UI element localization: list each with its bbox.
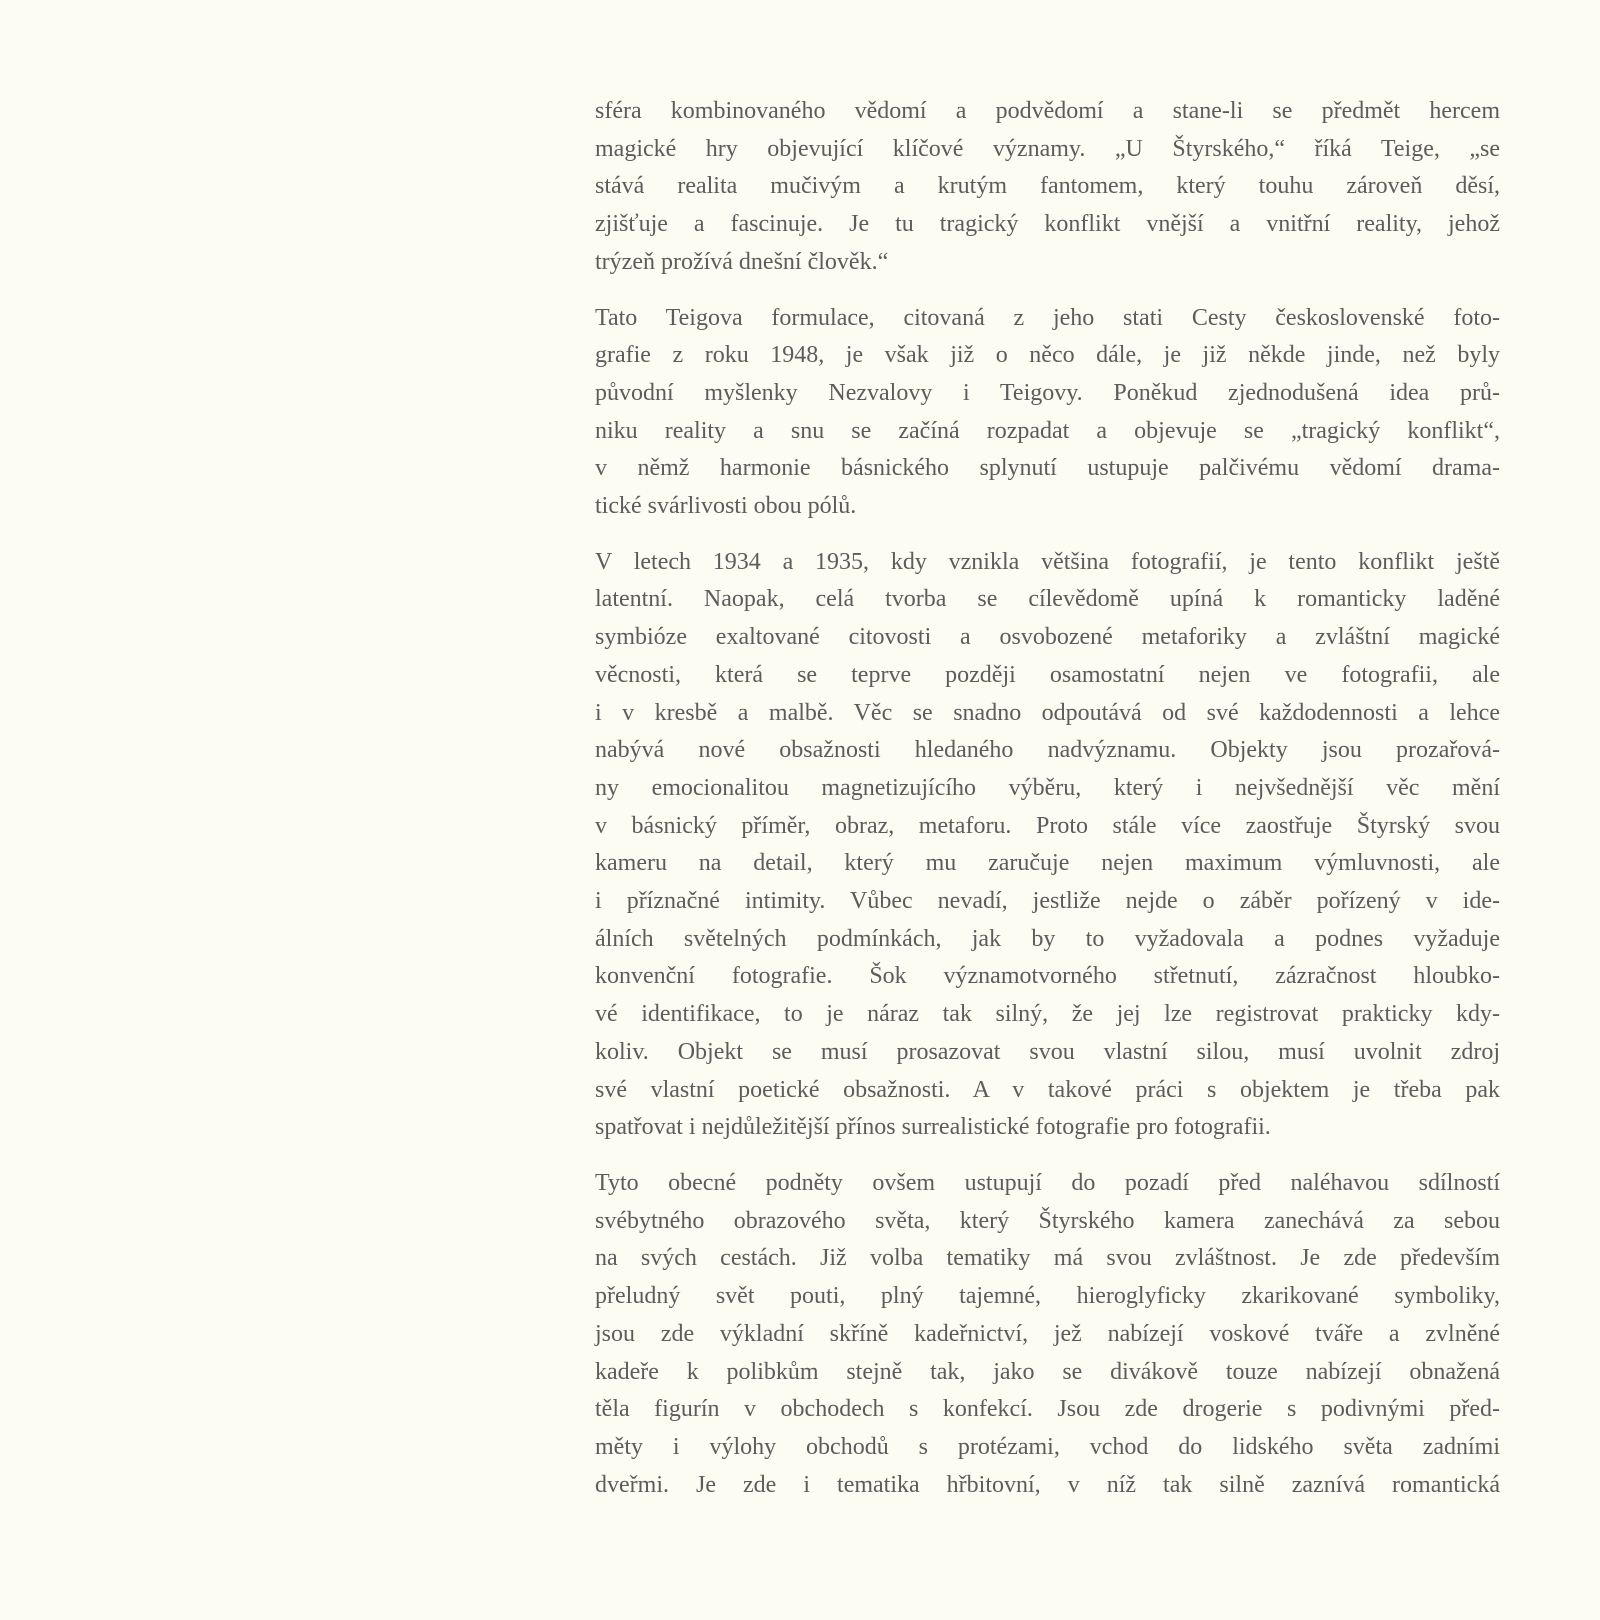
text-line: i příznačné intimity. Vůbec nevadí, jestliže nejde o záběr pořízený v ide-	[595, 888, 1500, 915]
text-line: grafie z roku 1948, je však již o něco dále, je již někde jinde, než byly	[595, 342, 1500, 369]
text-line: své vlastní poetické obsažnosti. A v takové práci s objektem je třeba pak	[595, 1076, 1500, 1103]
text-line: dveřmi. Je zde i tematika hřbitovní, v níž tak silně zaznívá romantická	[595, 1471, 1500, 1498]
text-line: v němž harmonie básnického splynutí ustupuje palčivému vědomí drama-	[595, 455, 1500, 482]
text-line: jsou zde výkladní skříně kadeřnictví, jež nabízejí voskové tváře a zvlněné	[595, 1320, 1500, 1347]
text-line: kameru na detail, který mu zaručuje nejen maximum výmluvnosti, ale	[595, 850, 1500, 877]
text-line: koliv. Objekt se musí prosazovat svou vlastní silou, musí uvolnit zdroj	[595, 1038, 1500, 1065]
text-line: latentní. Naopak, celá tvorba se cílevědomě upíná k romanticky laděné	[595, 586, 1500, 613]
text-line: měty i výlohy obchodů s protézami, vchod do lidského světa zadními	[595, 1433, 1500, 1460]
text-line: sféra kombinovaného vědomí a podvědomí a stane-li se předmět hercem	[595, 98, 1500, 124]
text-line: symbióze exaltované citovosti a osvobozené metaforiky a zvláštní magické	[595, 624, 1500, 651]
text-line: těla figurín v obchodech s konfekcí. Jsou zde drogerie s podivnými před-	[595, 1396, 1500, 1423]
text-line: v básnický příměr, obraz, metaforu. Proto stále více zaostřuje Štyrský svou	[595, 812, 1500, 839]
text-line: přeludný svět pouti, plný tajemné, hieroglyficky zkarikované symboliky,	[595, 1283, 1500, 1310]
text-line: věcnosti, která se teprve později osamostatní nejen ve fotografii, ale	[595, 661, 1500, 688]
text-line: magické hry objevující klíčové významy. „U Štyrského,“ říká Teige, „se	[595, 135, 1500, 162]
text-line: kadeře k polibkům stejně tak, jako se divákově touze nabízejí obnažená	[595, 1358, 1500, 1385]
paragraph-3	[595, 544, 1500, 1147]
text-line: Tato Teigova formulace, citovaná z jeho stati Cesty československé foto-	[595, 304, 1500, 331]
text-line: konvenční fotografie. Šok významotvorného střetnutí, zázračnost hloubko-	[595, 963, 1500, 990]
text-line: ny emocionalitou magnetizujícího výběru, který i nejvšednější věc mění	[595, 774, 1500, 801]
text-line: i v kresbě a malbě. Věc se snadno odpoutává od své každodennosti a lehce	[595, 699, 1500, 726]
text-line: stává realita mučivým a krutým fantomem, který touhu zároveň děsí,	[595, 173, 1500, 200]
text-line: nabývá nové obsažnosti hledaného nadvýznamu. Objekty jsou prozařová-	[595, 737, 1500, 764]
text-line: spatřovat i nejdůležitější přínos surrealistické fotografie pro fotografii.	[595, 1114, 1271, 1141]
text-line: V letech 1934 a 1935, kdy vznikla většina fotografií, je tento konflikt ještě	[595, 548, 1500, 575]
text-line: tické svárlivosti obou pólů.	[595, 493, 857, 520]
text-line: svébytného obrazového světa, který Štyrského kamera zanechává za sebou	[595, 1207, 1500, 1234]
text-line: álních světelných podmínkách, jak by to vyžadovala a podnes vyžaduje	[595, 925, 1500, 952]
paragraph-1	[595, 93, 1500, 282]
text-line: Tyto obecné podněty ovšem ustupují do pozadí před naléhavou sdílností	[595, 1169, 1500, 1196]
text-line: vé identifikace, to je náraz tak silný, že jej lze registrovat prakticky kdy-	[595, 1001, 1500, 1028]
text-line: původní myšlenky Nezvalovy i Teigovy. Poněkud zjednodušená idea prů-	[595, 379, 1500, 406]
text-line: na svých cestách. Již volba tematiky má svou zvláštnost. Je zde především	[595, 1245, 1500, 1272]
paragraph-4	[595, 1165, 1500, 1504]
text-line: niku reality a snu se začíná rozpadat a objevuje se „tragický konflikt“,	[595, 417, 1500, 444]
text-column	[595, 93, 1500, 1522]
text-line: trýzeň prožívá dnešní člověk.“	[595, 248, 889, 275]
text-line: zjišťuje a fascinuje. Je tu tragický konflikt vnější a vnitřní reality, jehož	[595, 211, 1500, 238]
paragraph-2	[595, 300, 1500, 526]
